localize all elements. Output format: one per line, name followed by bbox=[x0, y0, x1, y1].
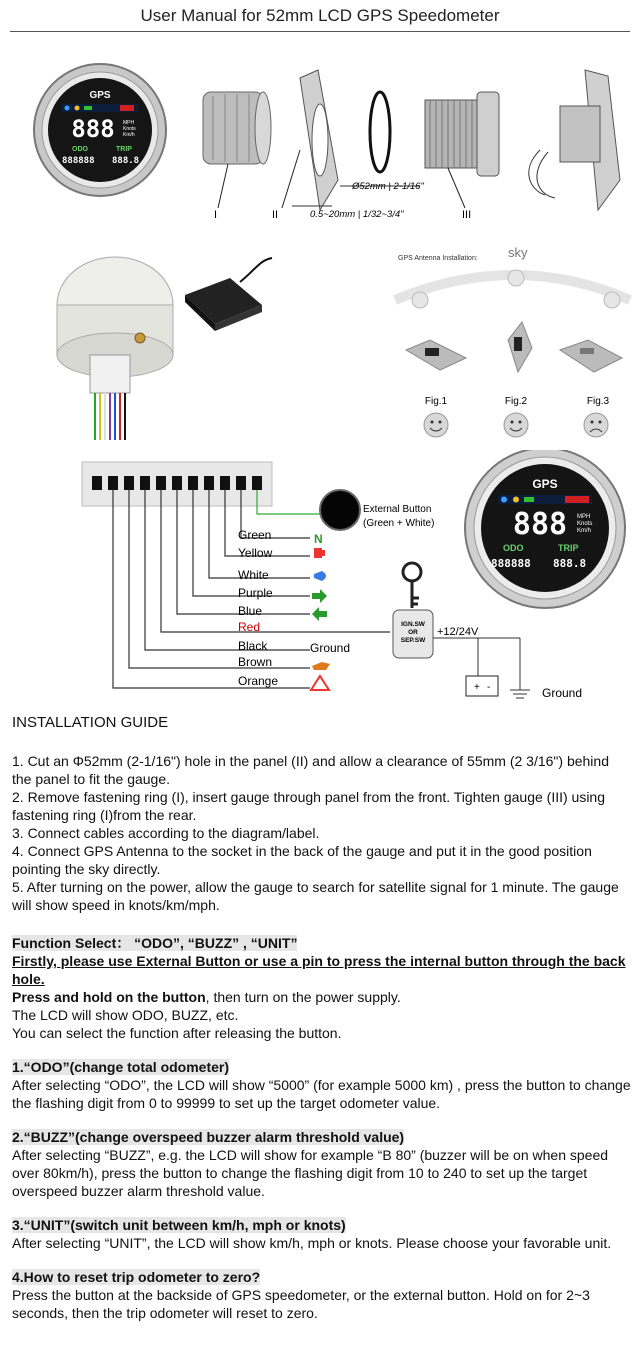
installation-step-1: 1. Cut an Φ52mm (2-1/16") hole in the panel (II) and allow a clearance of 55mm (2 3/16") behind the panel to fit the gauge. bbox=[12, 753, 609, 787]
external-button-label: External Button bbox=[363, 504, 432, 515]
switch-label-2: OR bbox=[408, 629, 418, 636]
gauge-trip-label-large: TRIP bbox=[558, 543, 579, 553]
wire-label-white: White bbox=[238, 568, 269, 582]
neutral-icon: N bbox=[314, 532, 323, 546]
wire-label-orange: Orange bbox=[238, 674, 279, 688]
installation-step-3: 3. Connect cables according to the diagram/label. bbox=[12, 825, 320, 841]
gauge-unit-knots: Knots bbox=[123, 126, 136, 132]
function-section bbox=[12, 934, 632, 1322]
high-beam-icon bbox=[314, 571, 326, 581]
fig-label-3: Fig.3 bbox=[586, 396, 610, 407]
gauge-unit-kmh-large: Km/h bbox=[577, 528, 592, 534]
external-button bbox=[320, 490, 360, 530]
switch-label-3: SEP.SW bbox=[400, 637, 426, 644]
wiring-diagram bbox=[0, 450, 640, 705]
diameter-label: Ø52mm | 2-1/16" bbox=[352, 181, 424, 192]
switch-label-1: IGN.SW bbox=[401, 621, 425, 628]
reset-body: Press the button at the backside of GPS speedometer, or the external button. Hold on for 2~3 seconds, then the trip odometer will reset to zero. bbox=[12, 1287, 590, 1321]
voltage-label: +12/24V bbox=[437, 626, 479, 638]
gauge-unit-kmh: Km/h bbox=[123, 132, 135, 138]
gauge-front-large bbox=[465, 450, 625, 608]
function-press-bold: Press and hold on the button bbox=[12, 989, 206, 1005]
gauge-odo-label: ODO bbox=[72, 146, 88, 153]
function-press-rest: , then turn on the power supply. bbox=[205, 989, 401, 1005]
panel bbox=[282, 70, 338, 210]
gauge-odo-digits-large: 888888 bbox=[491, 557, 531, 570]
wire-label-green: Green bbox=[238, 528, 272, 542]
warning-icon bbox=[311, 676, 329, 690]
odo-heading: 1.“ODO”(change total odometer) bbox=[12, 1059, 230, 1075]
wire-label-purple: Purple bbox=[238, 586, 273, 600]
part-label-1: I bbox=[214, 209, 218, 221]
gauge-odo-label-large: ODO bbox=[503, 543, 524, 553]
o-ring bbox=[370, 92, 390, 172]
gauge-speed-digits-large: 888 bbox=[512, 507, 568, 542]
happy-face-icon bbox=[504, 413, 528, 437]
gauge-label-large: GPS bbox=[532, 477, 558, 491]
function-heading: Function Select： “ODO”, “BUZZ” , “UNIT” bbox=[12, 935, 298, 951]
part-label-2: II bbox=[272, 209, 279, 221]
installation-step-2: 2. Remove fastening ring (I), insert gauge through panel from the front. Tighten gauge (III) using fastening ring (I)from the rear. bbox=[12, 789, 606, 823]
gauge-label: GPS bbox=[89, 90, 111, 101]
reset-heading: 4.How to reset trip odometer to zero? bbox=[12, 1269, 261, 1285]
battery-icon bbox=[466, 676, 498, 696]
assembled-gauge bbox=[529, 70, 620, 210]
gauge-trip-digits-large: 888.8 bbox=[553, 557, 587, 570]
wire-label-red: Red bbox=[238, 620, 261, 634]
installation-step-4: 4. Connect GPS Antenna to the socket in the back of the gauge and put it in the good position pointing the sky directly. bbox=[12, 843, 592, 877]
gauge-unit-mph-large: MPH bbox=[577, 514, 591, 520]
wire-label-blue: Blue bbox=[238, 604, 263, 618]
installation-heading: INSTALLATION GUIDE bbox=[12, 714, 169, 731]
gauge-trip-digits: 888.8 bbox=[112, 156, 140, 166]
left-turn-icon bbox=[312, 607, 327, 621]
svg-text:-: - bbox=[487, 682, 491, 693]
function-lcd-show: The LCD will show ODO, BUZZ, etc. bbox=[12, 1007, 239, 1023]
page-title: User Manual for 52mm LCD GPS Speedometer bbox=[140, 6, 500, 25]
svg-text:+: + bbox=[474, 682, 480, 693]
antenna-fig-1 bbox=[406, 340, 466, 370]
unit-heading: 3.“UNIT”(switch unit between km/h, mph or knots) bbox=[12, 1217, 346, 1233]
thickness-label: 0.5~20mm | 1/32~3/4" bbox=[310, 209, 404, 220]
gauge-trip-label: TRIP bbox=[116, 146, 132, 153]
wire-label-brown: Brown bbox=[238, 655, 273, 669]
buzz-heading: 2.“BUZZ”(change overspeed buzzer alarm threshold value) bbox=[12, 1129, 405, 1145]
happy-face-icon bbox=[424, 413, 448, 437]
unit-body: After selecting “UNIT”, the LCD will show km/h, mph or knots. Please choose your favorable unit. bbox=[12, 1235, 612, 1251]
odo-body: After selecting “ODO”, the LCD will show “5000” (for example 5000 km) , press the button to change the flashing digit from 0 to 99999 to set up the target odometer value. bbox=[12, 1077, 631, 1111]
sad-face-icon bbox=[584, 413, 608, 437]
gauge-front-small bbox=[34, 64, 166, 196]
title-rule bbox=[10, 31, 630, 32]
installation-step-5: 5. After turning on the power, allow the gauge to search for satellite signal for 1 minute. The gauge will show speed in knots/km/mph. bbox=[12, 879, 619, 913]
installation-steps bbox=[12, 752, 632, 914]
gauge-speed-digits: 888 bbox=[71, 115, 115, 143]
sky-label: sky bbox=[508, 245, 528, 260]
oil-icon bbox=[312, 662, 330, 670]
function-can-select: You can select the function after releasing the button. bbox=[12, 1025, 342, 1041]
buzz-body: After selecting “BUZZ”, e.g. the LCD will show for example “B 80” (buzzer will be on when speed over 80km/h), press the button to change the flashing digit from 10 to 240 to set up the target overspeed buzzer alarm threshold value. bbox=[12, 1147, 609, 1199]
antenna-installation-label: GPS Antenna Installation: bbox=[398, 255, 478, 262]
gauge-body bbox=[425, 92, 499, 208]
fig-label-1: Fig.1 bbox=[424, 396, 448, 407]
gauge-odo-digits: 888888 bbox=[62, 156, 95, 166]
fuel-icon bbox=[314, 548, 325, 558]
fastening-ring bbox=[203, 92, 271, 208]
antenna-illustration bbox=[0, 240, 640, 450]
antenna-puck bbox=[185, 258, 272, 331]
antenna-fig-3 bbox=[560, 340, 622, 372]
fig-label-2: Fig.2 bbox=[504, 396, 528, 407]
external-button-sub: (Green + White) bbox=[363, 518, 435, 529]
gauge-unit-mph: MPH bbox=[123, 120, 135, 126]
mounting-illustration bbox=[0, 40, 640, 240]
key-icon bbox=[403, 563, 421, 608]
wire-label-black: Black bbox=[238, 639, 268, 653]
gauge-unit-knots-large: Knots bbox=[577, 521, 593, 527]
function-firstly: Firstly, please use External Button or use a pin to press the internal button through the back hole. bbox=[12, 953, 626, 987]
gauge-back bbox=[57, 257, 173, 440]
wire-label-yellow: Yellow bbox=[238, 546, 273, 560]
antenna-fig-2 bbox=[508, 322, 532, 372]
right-turn-icon bbox=[312, 589, 327, 603]
ground-label: Ground bbox=[310, 641, 351, 655]
part-label-3: III bbox=[462, 209, 472, 221]
battery-ground-label: Ground bbox=[542, 686, 583, 700]
